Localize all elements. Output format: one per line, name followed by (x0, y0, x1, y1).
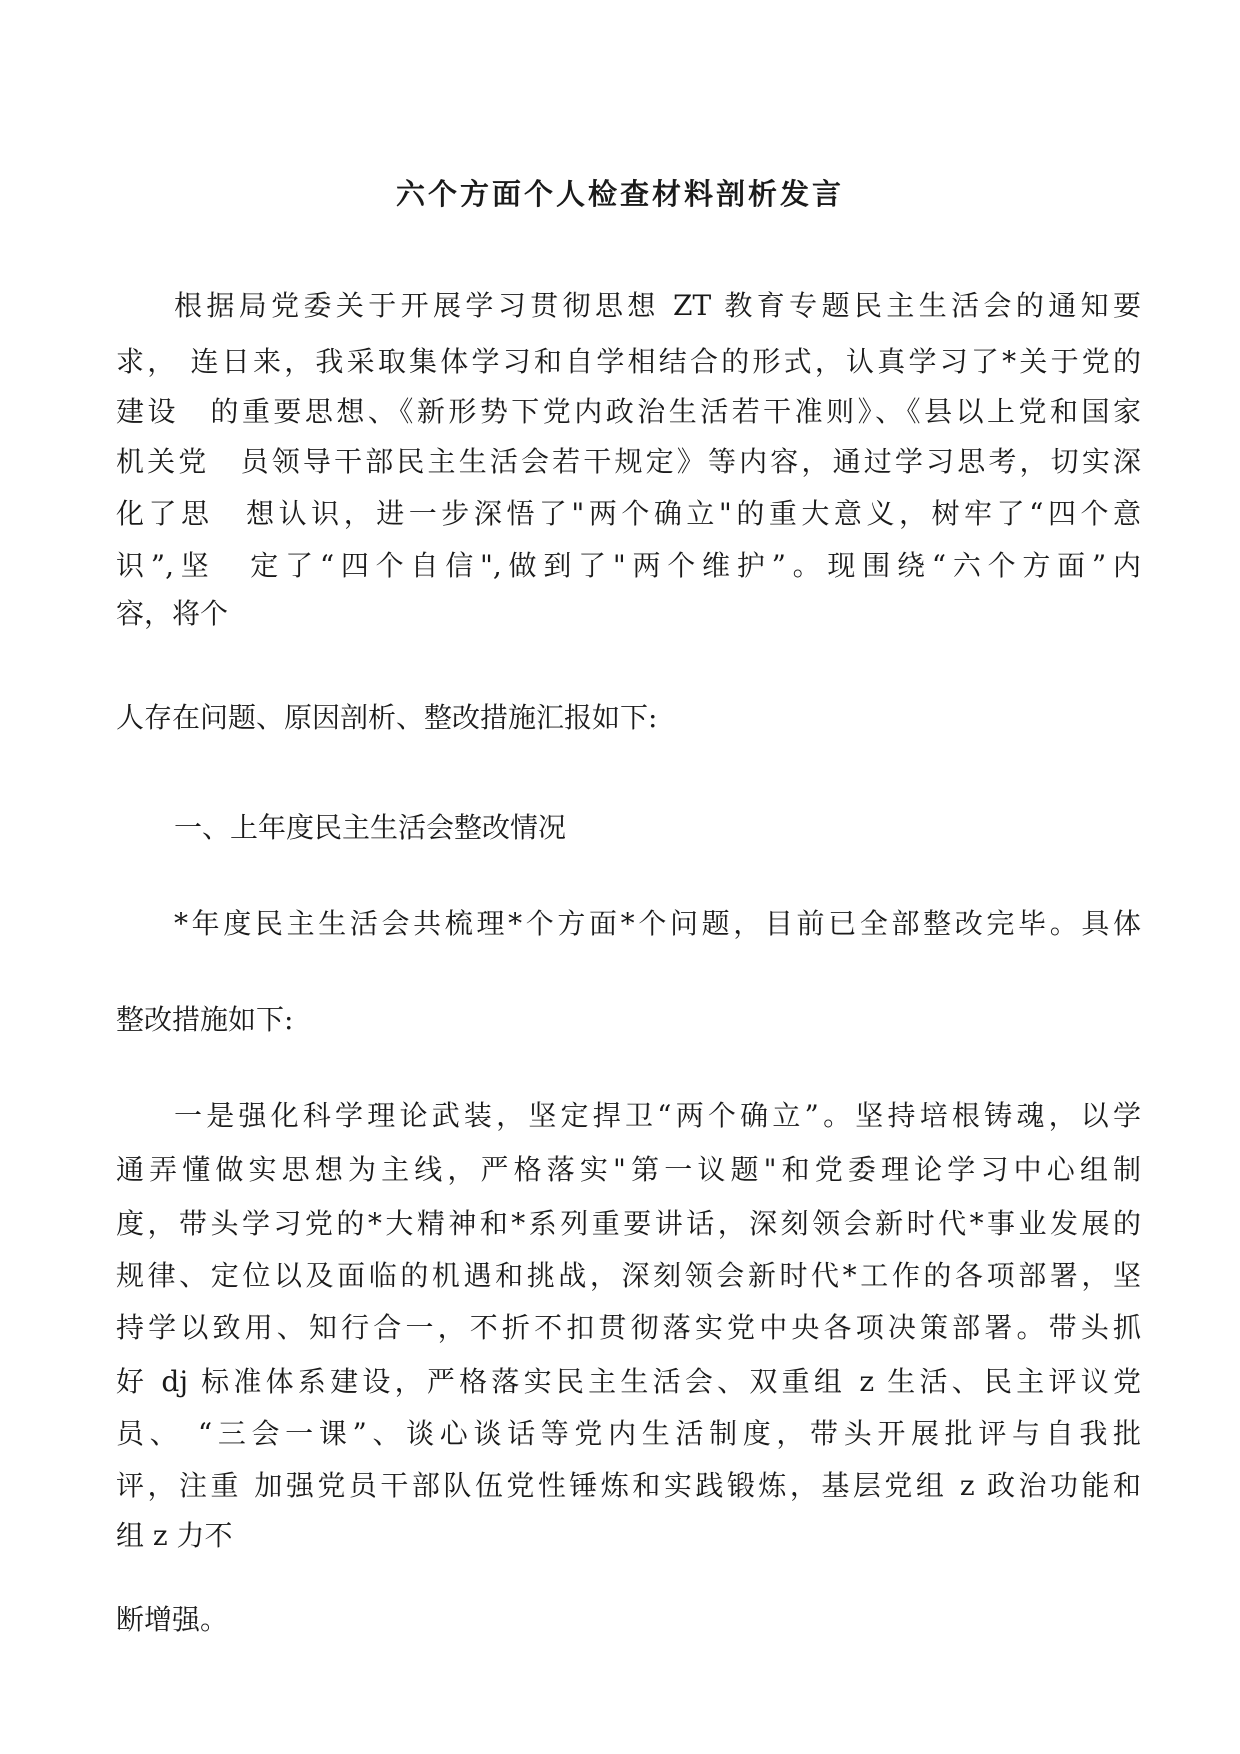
paragraph-line: 断增强。 (116, 1603, 229, 1636)
paragraph-line: *年度民主生活会共梳理*个方面*个问题，目前已全部整改完毕。具体 (174, 907, 1141, 940)
paragraph-line: 求， 连日来，我采取集体学习和自学相结合的形式，认真学习了*关于党的 (116, 345, 1141, 378)
document-title: 六个方面个人检查材料剖析发言 (395, 177, 844, 211)
paragraph-line: 评，注重 加强党员干部队伍党性锤炼和实践锻炼，基层党组 z 政治功能和 (116, 1469, 1141, 1502)
paragraph-line: 度，带头学习党的*大精神和*系列重要讲话，深刻领会新时代*事业发展的 (116, 1207, 1141, 1240)
paragraph-line: 持学以致用、知行合一，不折不扣贯彻落实党中央各项决策部署。带头抓 (116, 1311, 1141, 1344)
paragraph-line: 规律、定位以及面临的机遇和挑战，深刻领会新时代*工作的各项部署，坚 (116, 1259, 1141, 1292)
paragraph-line: 建设 的重要思想、《新形势下党内政治生活若干准则》、《县以上党和国家 (116, 395, 1141, 428)
paragraph-line: 识”,坚 定了“四个自信",做到了"两个维护”。现围绕“六个方面”内 (116, 549, 1141, 582)
paragraph-line: 整改措施如下: (116, 1003, 294, 1036)
paragraph-line: 组 z 力不 (116, 1519, 233, 1552)
paragraph-line: 容，将个 (116, 597, 229, 630)
paragraph-line: 机关党 员领导干部民主生活会若干规定》等内容，通过学习思考，切实深 (116, 445, 1141, 478)
section-heading: 一、上年度民主生活会整改情况 (174, 811, 567, 844)
paragraph-line: 员、 “三会一课”、谈心谈话等党内生活制度，带头开展批评与自我批 (116, 1417, 1141, 1450)
paragraph-line: 好 dj 标准体系建设，严格落实民主生活会、双重组 z 生活、民主评议党 (116, 1365, 1141, 1398)
paragraph-line: 一是强化科学理论武装，坚定捍卫“两个确立”。坚持培根铸魂，以学 (174, 1099, 1141, 1132)
paragraph-line: 化了思 想认识，进一步深悟了"两个确立"的重大意义，树牢了“四个意 (116, 497, 1141, 530)
paragraph-line: 根据局党委关于开展学习贯彻思想 ZT 教育专题民主生活会的通知要 (174, 289, 1141, 322)
paragraph-line: 人存在问题、原因剖析、整改措施汇报如下: (116, 701, 658, 734)
paragraph-line: 通弄懂做实思想为主线，严格落实"第一议题"和党委理论学习中心组制 (116, 1153, 1141, 1186)
